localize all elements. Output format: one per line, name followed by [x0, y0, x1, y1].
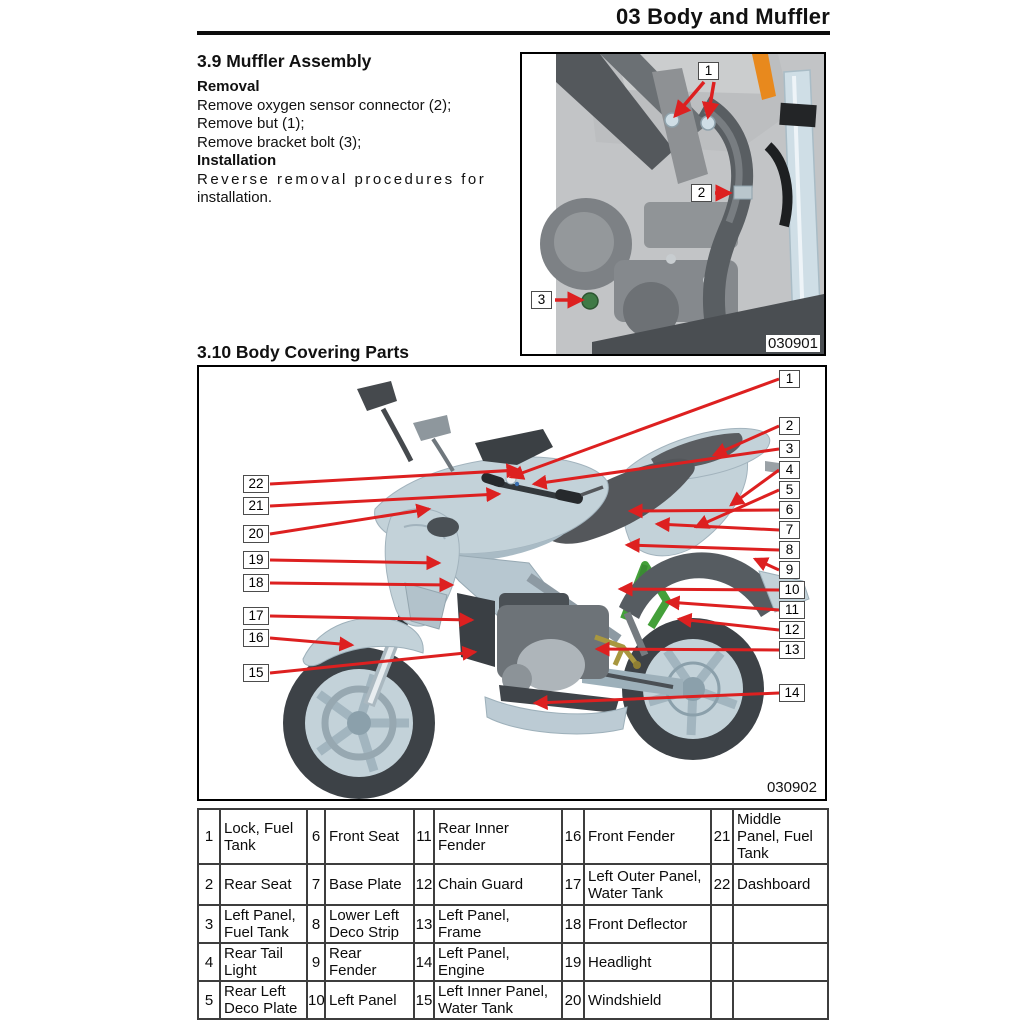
- part-number: 22: [711, 864, 733, 905]
- figure2-callout-8: 8: [779, 541, 800, 559]
- figure2-callout-1: 1: [779, 370, 800, 388]
- removal-label: Removal: [197, 78, 260, 95]
- part-name: [733, 905, 828, 943]
- part-name: Middle Panel, Fuel Tank: [733, 809, 828, 864]
- figure1-callout-1: 1: [698, 62, 719, 80]
- figure1-callout-3: 3: [531, 291, 552, 309]
- part-name: [733, 981, 828, 1019]
- part-name: Left Panel, Frame: [434, 905, 562, 943]
- part-name: Front Seat: [325, 809, 414, 864]
- part-number: 18: [562, 905, 584, 943]
- part-number: [711, 943, 733, 981]
- figure2-callout-20: 20: [243, 525, 269, 543]
- figure-code: 030902: [766, 779, 817, 796]
- part-number: 5: [198, 981, 220, 1019]
- part-number: 16: [562, 809, 584, 864]
- part-name: Rear Left Deco Plate: [220, 981, 307, 1019]
- part-number: 3: [198, 905, 220, 943]
- figure2-callout-15: 15: [243, 664, 269, 682]
- figure2-callout-9: 9: [779, 561, 800, 579]
- part-number: 21: [711, 809, 733, 864]
- figure2-callout-18: 18: [243, 574, 269, 592]
- figure1-callout-2: 2: [691, 184, 712, 202]
- part-name: Front Fender: [584, 809, 711, 864]
- part-number: 12: [414, 864, 434, 905]
- part-name: Left Panel, Fuel Tank: [220, 905, 307, 943]
- part-name: Lock, Fuel Tank: [220, 809, 307, 864]
- part-number: 17: [562, 864, 584, 905]
- figure2-callout-22: 22: [243, 475, 269, 493]
- figure2-callout-19: 19: [243, 551, 269, 569]
- section-body-covering-heading: 3.10 Body Covering Parts: [197, 342, 410, 362]
- part-number: 14: [414, 943, 434, 981]
- part-number: [711, 905, 733, 943]
- muffler-photo-illustration: [522, 54, 824, 354]
- part-number: [711, 981, 733, 1019]
- page-title: 03 Body and Muffler: [615, 4, 830, 29]
- part-number: 15: [414, 981, 434, 1019]
- part-number: 11: [414, 809, 434, 864]
- figure2-callout-10: 10: [779, 581, 805, 599]
- part-name: [733, 943, 828, 981]
- table-row: [198, 905, 828, 943]
- removal-step: Remove but (1);: [197, 115, 305, 132]
- part-number: 8: [307, 905, 325, 943]
- figure2-callout-17: 17: [243, 607, 269, 625]
- part-name: Dashboard: [733, 864, 828, 905]
- figure2-callout-4: 4: [779, 461, 800, 479]
- section-muffler-assembly: [197, 51, 515, 208]
- figure-body-covering-parts: [197, 365, 827, 801]
- part-name: Rear Seat: [220, 864, 307, 905]
- figure2-callout-14: 14: [779, 684, 805, 702]
- part-number: 10: [307, 981, 325, 1019]
- table-row: [198, 864, 828, 905]
- figure2-callout-11: 11: [779, 601, 805, 619]
- figure2-callout-3: 3: [779, 440, 800, 458]
- part-name: Windshield: [584, 981, 711, 1019]
- figure2-callout-2: 2: [779, 417, 800, 435]
- part-number: 4: [198, 943, 220, 981]
- figure2-callout-12: 12: [779, 621, 805, 639]
- part-number: 2: [198, 864, 220, 905]
- table-row: [198, 943, 828, 981]
- part-name: Left Panel: [325, 981, 414, 1019]
- part-name: Headlight: [584, 943, 711, 981]
- figure2-callout-6: 6: [779, 501, 800, 519]
- part-name: Lower Left Deco Strip: [325, 905, 414, 943]
- motorcycle-illustration: [199, 367, 825, 799]
- figure2-callout-7: 7: [779, 521, 800, 539]
- part-name: Left Outer Panel, Water Tank: [584, 864, 711, 905]
- figure2-callout-5: 5: [779, 481, 800, 499]
- installation-text: installation.: [197, 189, 273, 206]
- figure2-callout-16: 16: [243, 629, 269, 647]
- removal-step: Remove bracket bolt (3);: [197, 133, 362, 151]
- part-name: Rear Fender: [325, 943, 414, 981]
- table-row: [198, 809, 828, 864]
- header-rule: [197, 31, 830, 35]
- part-name: Front Deflector: [584, 905, 711, 943]
- body-parts-table: [197, 808, 829, 1020]
- figure-code: 030901: [767, 335, 818, 352]
- part-number: 13: [414, 905, 434, 943]
- part-number: 1: [198, 809, 220, 864]
- installation-text: Reverse removal procedures for: [197, 170, 487, 188]
- figure2-callout-21: 21: [243, 497, 269, 515]
- part-number: 9: [307, 943, 325, 981]
- part-name: Base Plate: [325, 864, 414, 905]
- figure2-callout-13: 13: [779, 641, 805, 659]
- part-number: 20: [562, 981, 584, 1019]
- part-name: Chain Guard: [434, 864, 562, 905]
- installation-label: Installation: [197, 152, 277, 169]
- table-row: [198, 981, 828, 1019]
- part-number: 7: [307, 864, 325, 905]
- part-name: Rear Inner Fender: [434, 809, 562, 864]
- section-heading: 3.9 Muffler Assembly: [197, 51, 372, 71]
- removal-step: Remove oxygen sensor connector (2);: [197, 96, 452, 114]
- part-name: Rear Tail Light: [220, 943, 307, 981]
- part-name: Left Panel, Engine: [434, 943, 562, 981]
- part-number: 19: [562, 943, 584, 981]
- part-number: 6: [307, 809, 325, 864]
- figure-muffler-assembly: [520, 52, 826, 356]
- part-name: Left Inner Panel, Water Tank: [434, 981, 562, 1019]
